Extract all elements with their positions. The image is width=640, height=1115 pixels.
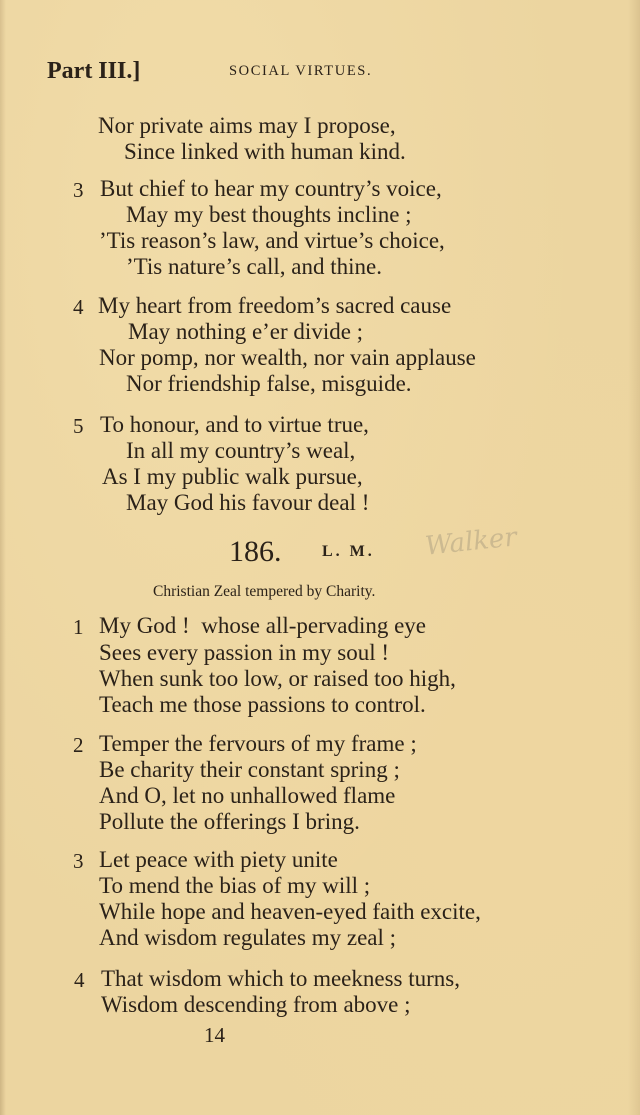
hymn-meter: L. M. bbox=[322, 543, 375, 560]
hymn-subtitle: Christian Zeal tempered by Charity. bbox=[153, 583, 376, 600]
verse-line: Be charity their constant spring ; bbox=[99, 757, 400, 782]
verse-line: To mend the bias of my will ; bbox=[99, 873, 371, 898]
stanza-number: 1 bbox=[73, 615, 84, 639]
part-heading: Part III.] bbox=[47, 58, 141, 84]
verse-line: ’Tis nature’s call, and thine. bbox=[126, 254, 382, 279]
verse-line: Wisdom descending from above ; bbox=[101, 992, 411, 1017]
verse-line: When sunk too low, or raised too high, bbox=[99, 666, 456, 691]
verse-line: To honour, and to virtue true, bbox=[100, 412, 369, 437]
verse-line: And O, let no unhallowed flame bbox=[99, 783, 396, 808]
stanza-number: 3 bbox=[73, 849, 84, 873]
stanza-number: 2 bbox=[73, 733, 84, 757]
verse-line: In all my country’s weal, bbox=[126, 438, 356, 463]
verse-line: That wisdom which to meekness turns, bbox=[101, 966, 461, 991]
verse-line: And wisdom regulates my zeal ; bbox=[99, 925, 397, 950]
stanza-number: 4 bbox=[74, 968, 85, 992]
verse-line: Nor pomp, nor wealth, nor vain applause bbox=[99, 345, 476, 370]
stanza-number: 5 bbox=[73, 414, 84, 438]
running-title: SOCIAL VIRTUES. bbox=[229, 63, 373, 79]
verse-line: Let peace with piety unite bbox=[99, 847, 338, 872]
verse-line: My heart from freedom’s sacred cause bbox=[98, 293, 452, 318]
verse-line: But chief to hear my country’s voice, bbox=[100, 176, 442, 201]
verse-line: Pollute the offerings I bring. bbox=[99, 809, 360, 834]
verse-line: My God ! whose all-pervading eye bbox=[99, 613, 427, 638]
verse-line: May God his favour deal ! bbox=[126, 490, 370, 515]
hymn-number: 186. bbox=[229, 535, 282, 568]
verse-line: Teach me those passions to control. bbox=[99, 692, 426, 717]
verse-line: As I my public walk pursue, bbox=[102, 464, 363, 489]
stanza-number: 3 bbox=[73, 178, 84, 202]
verse-line: May my best thoughts incline ; bbox=[126, 202, 412, 227]
stanza-number: 4 bbox=[73, 295, 84, 319]
verse-line: Sees every passion in my soul ! bbox=[99, 640, 390, 665]
verse-line: ’Tis reason’s law, and virtue’s choice, bbox=[99, 228, 445, 253]
verse-line: While hope and heaven-eyed faith excite, bbox=[99, 899, 481, 924]
verse-line: Nor private aims may I propose, bbox=[98, 113, 396, 138]
signature-mark: 14 bbox=[204, 1023, 225, 1047]
handwritten-annotation: Walker bbox=[423, 522, 519, 562]
verse-line: Since linked with human kind. bbox=[124, 139, 406, 164]
verse-line: Temper the fervours of my frame ; bbox=[99, 731, 417, 756]
verse-line: May nothing e’er divide ; bbox=[128, 319, 364, 344]
verse-line: Nor friendship false, misguide. bbox=[126, 371, 412, 396]
